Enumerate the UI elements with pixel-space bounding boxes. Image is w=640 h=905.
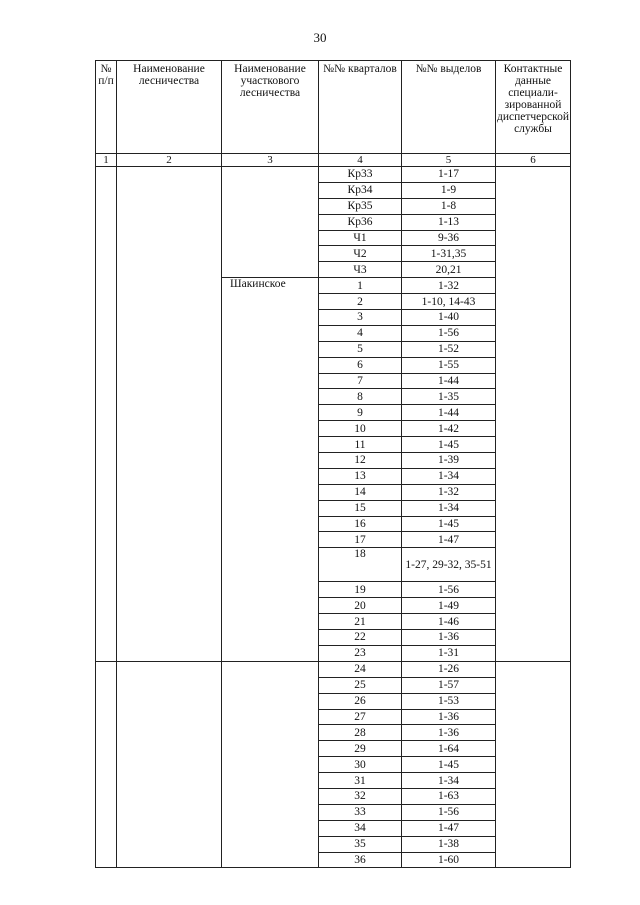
district-forestry-cell — [222, 661, 319, 868]
section-cell: 1-31,35 — [402, 246, 496, 262]
section-cell: 1-36 — [402, 725, 496, 741]
quarter-cell: 3 — [319, 310, 402, 326]
forestry-name-cell — [117, 661, 222, 868]
section-cell: 1-36 — [402, 630, 496, 646]
section-cell: 1-32 — [402, 484, 496, 500]
section-cell: 20,21 — [402, 262, 496, 278]
quarter-cell: Кр35 — [319, 198, 402, 214]
section-cell: 1-34 — [402, 500, 496, 516]
quarter-cell: 17 — [319, 532, 402, 548]
section-cell: 1-36 — [402, 709, 496, 725]
column-number: 3 — [222, 154, 319, 167]
section-cell: 1-57 — [402, 677, 496, 693]
quarter-cell: 20 — [319, 598, 402, 614]
quarter-cell: 29 — [319, 741, 402, 757]
quarter-cell: 30 — [319, 757, 402, 773]
section-cell: 1-44 — [402, 373, 496, 389]
quarter-cell: 28 — [319, 725, 402, 741]
header-row — [96, 61, 571, 154]
section-cell: 1-34 — [402, 773, 496, 789]
quarter-cell: 18 — [319, 548, 402, 582]
section-cell: 1-46 — [402, 614, 496, 630]
district-forestry-cell: Шакинское — [222, 278, 319, 662]
quarter-cell: 13 — [319, 468, 402, 484]
section-cell: 1-27, 29-32, 35-51 — [402, 548, 496, 582]
section-cell: 1-63 — [402, 788, 496, 804]
section-cell: 1-45 — [402, 516, 496, 532]
section-cell: 1-13 — [402, 214, 496, 230]
column-number: 1 — [96, 154, 117, 167]
section-cell: 1-44 — [402, 405, 496, 421]
quarter-cell: 5 — [319, 341, 402, 357]
quarter-cell: 24 — [319, 661, 402, 677]
section-cell: 1-39 — [402, 453, 496, 469]
section-cell: 1-60 — [402, 852, 496, 868]
quarter-cell: 11 — [319, 437, 402, 453]
section-cell: 1-53 — [402, 693, 496, 709]
quarter-cell: 19 — [319, 582, 402, 598]
section-cell: 1-47 — [402, 820, 496, 836]
quarter-cell: 22 — [319, 630, 402, 646]
section-cell: 1-8 — [402, 198, 496, 214]
quarter-cell: 21 — [319, 614, 402, 630]
contact-cell — [496, 661, 571, 868]
section-cell: 1-56 — [402, 325, 496, 341]
section-cell: 1-55 — [402, 357, 496, 373]
column-number-row — [96, 154, 571, 167]
section-cell: 1-38 — [402, 836, 496, 852]
header-cell: № п/п — [96, 61, 117, 154]
quarter-cell: 16 — [319, 516, 402, 532]
quarter-cell: 14 — [319, 484, 402, 500]
section-cell: 1-42 — [402, 421, 496, 437]
quarter-cell: Кр33 — [319, 167, 402, 183]
forestry-name-cell — [117, 167, 222, 662]
section-cell: 1-49 — [402, 598, 496, 614]
section-cell: 1-26 — [402, 661, 496, 677]
section-cell: 1-47 — [402, 532, 496, 548]
quarter-cell: 4 — [319, 325, 402, 341]
quarter-cell: Ч1 — [319, 230, 402, 246]
quarter-cell: Ч3 — [319, 262, 402, 278]
section-cell: 1-40 — [402, 310, 496, 326]
quarter-cell: 34 — [319, 820, 402, 836]
quarter-cell: 23 — [319, 645, 402, 661]
header-cell: Контактные данные специали-зированной диспетчерской службы — [496, 61, 571, 154]
column-number: 2 — [117, 154, 222, 167]
contact-cell — [496, 167, 571, 662]
header-cell: Наименование участкового лесничества — [222, 61, 319, 154]
section-cell: 1-45 — [402, 437, 496, 453]
header-cell: №№ выделов — [402, 61, 496, 154]
header-cell: Наименование лесничества — [117, 61, 222, 154]
quarter-cell: 1 — [319, 278, 402, 294]
quarter-cell: 15 — [319, 500, 402, 516]
section-cell: 1-9 — [402, 182, 496, 198]
quarter-cell: Кр34 — [319, 182, 402, 198]
quarter-cell: 8 — [319, 389, 402, 405]
section-cell: 1-17 — [402, 167, 496, 183]
quarter-cell: 9 — [319, 405, 402, 421]
table-body — [96, 167, 571, 868]
quarter-cell: 33 — [319, 804, 402, 820]
quarter-cell: 25 — [319, 677, 402, 693]
table-row — [96, 661, 571, 677]
section-cell: 1-45 — [402, 757, 496, 773]
section-cell: 1-56 — [402, 804, 496, 820]
column-number: 6 — [496, 154, 571, 167]
section-cell: 1-10, 14-43 — [402, 294, 496, 310]
district-forestry-cell — [222, 167, 319, 278]
table-row — [96, 167, 571, 183]
page-number: 30 — [313, 30, 327, 45]
forestry-table — [95, 60, 571, 868]
section-cell: 1-32 — [402, 278, 496, 294]
quarter-cell: 2 — [319, 294, 402, 310]
quarter-cell: 35 — [319, 836, 402, 852]
section-cell: 9-36 — [402, 230, 496, 246]
row-number-cell — [96, 167, 117, 662]
section-cell: 1-64 — [402, 741, 496, 757]
header-cell: №№ кварталов — [319, 61, 402, 154]
column-number: 4 — [319, 154, 402, 167]
quarter-cell: 7 — [319, 373, 402, 389]
row-number-cell — [96, 661, 117, 868]
section-cell: 1-35 — [402, 389, 496, 405]
quarter-cell: 36 — [319, 852, 402, 868]
quarter-cell: 31 — [319, 773, 402, 789]
quarter-cell: 32 — [319, 788, 402, 804]
section-cell: 1-31 — [402, 645, 496, 661]
quarter-cell: 12 — [319, 453, 402, 469]
quarter-cell: 10 — [319, 421, 402, 437]
column-number: 5 — [402, 154, 496, 167]
quarter-cell: Кр36 — [319, 214, 402, 230]
quarter-cell: 6 — [319, 357, 402, 373]
quarter-cell: 27 — [319, 709, 402, 725]
section-cell: 1-34 — [402, 468, 496, 484]
section-cell: 1-52 — [402, 341, 496, 357]
section-cell: 1-56 — [402, 582, 496, 598]
quarter-cell: 26 — [319, 693, 402, 709]
quarter-cell: Ч2 — [319, 246, 402, 262]
